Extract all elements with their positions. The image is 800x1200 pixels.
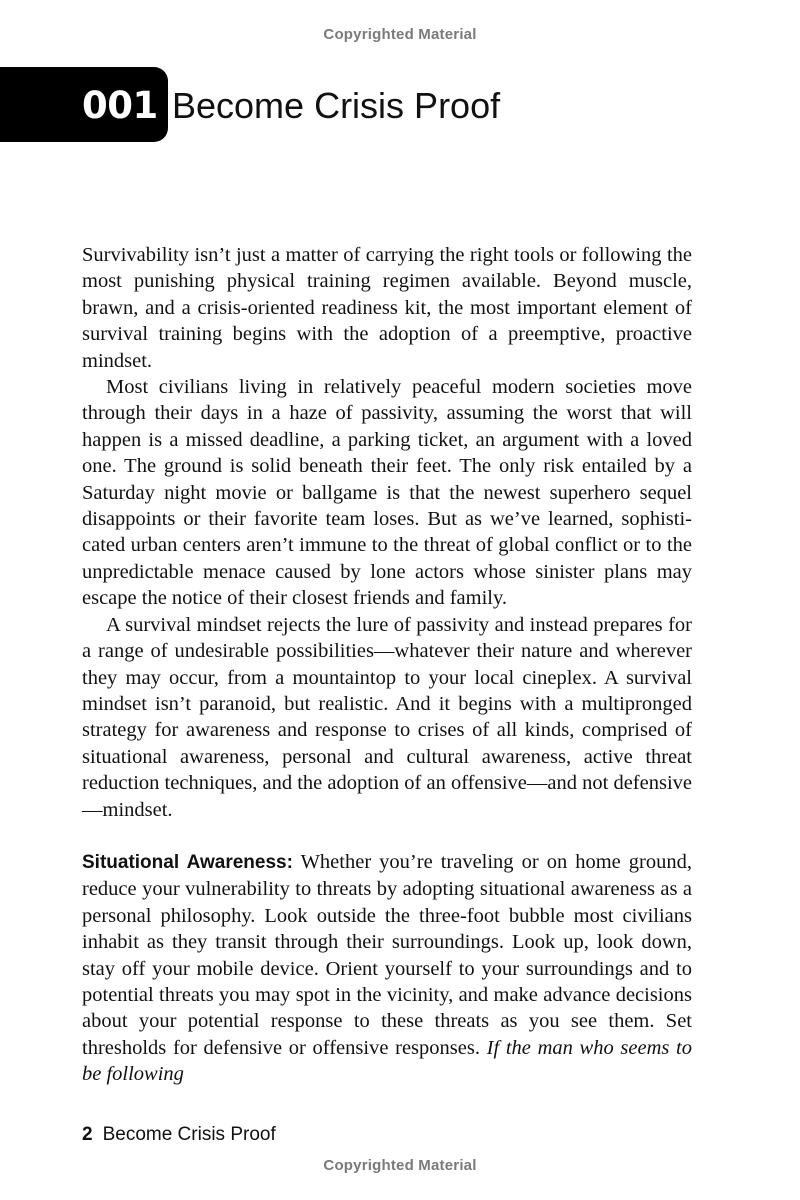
- paragraph-intro: Survivability isn’t just a matter of carrying the right tools or following the most punishing physical training regimen available. Beyond muscle, brawn, and a crisis-oriented readiness kit, the most important element of survival training begins with the adoption of a preemptive, proactive mindset.: [82, 244, 692, 372]
- section-situational-awareness: [82, 849, 692, 1088]
- paragraph-survival-mindset: A survival mindset rejects the lure of passivity and instead prepares for a range of undesirable possibilities—whatever their nature and wherever they may occur, from a mountaintop to your local cineplex. A survival mindset isn’t paranoid, but realistic. And it begins with a multipronged strategy for awareness and response to crises of all kinds, comprised of situational awareness, personal and cultural awareness, active threat reduction techniques, and the adoption of an offensive—and not defensive—mindset.: [82, 613, 692, 821]
- chapter-title: Become Crisis Proof: [172, 85, 501, 126]
- body-text: [82, 242, 692, 1088]
- paragraph-civilians: Most civilians living in relatively peaceful modern societies move through their days in a haze of passivity, assuming the worst that will happen is a missed deadline, a parking ticket, an argument with a loved one. The ground is solid beneath their feet. The only risk entailed by a Saturday night movie or ballgame is that the newest superhero sequel disappoints or their favorite team loses. But as we’ve learned, sophisticated urban centers aren’t immune to the threat of global conflict or to the unpredictable menace caused by lone actors whose sinister plans may escape the notice of their closest friends and family.: [82, 376, 692, 610]
- page-number: 2: [82, 1124, 93, 1145]
- section-italic-text: If the man who seems to be following: [82, 1036, 692, 1086]
- copyright-watermark-top: Copyrighted Material: [323, 26, 477, 43]
- section-heading: Situational Awareness:: [82, 851, 293, 873]
- running-title: Become Crisis Proof: [102, 1124, 276, 1145]
- chapter-number: 001: [82, 84, 158, 127]
- copyright-watermark-bottom: Copyrighted Material: [323, 1157, 477, 1174]
- section-text: Whether you’re traveling or on home ground, reduce your vulnerability to threats by adopting situational awareness as a personal philosophy. Look outside the three-foot bubble most civilians inhabit as they transit through their surroundings. Look up, look down, stay off your mobile device. Orient yourself to your surroundings and to potential threats you may spot in the vicinity, and make advance decisions about your potential response to these threats as you see them. Set thresholds for defensive or offensive responses.: [82, 850, 692, 1059]
- page-footer: [82, 1122, 276, 1148]
